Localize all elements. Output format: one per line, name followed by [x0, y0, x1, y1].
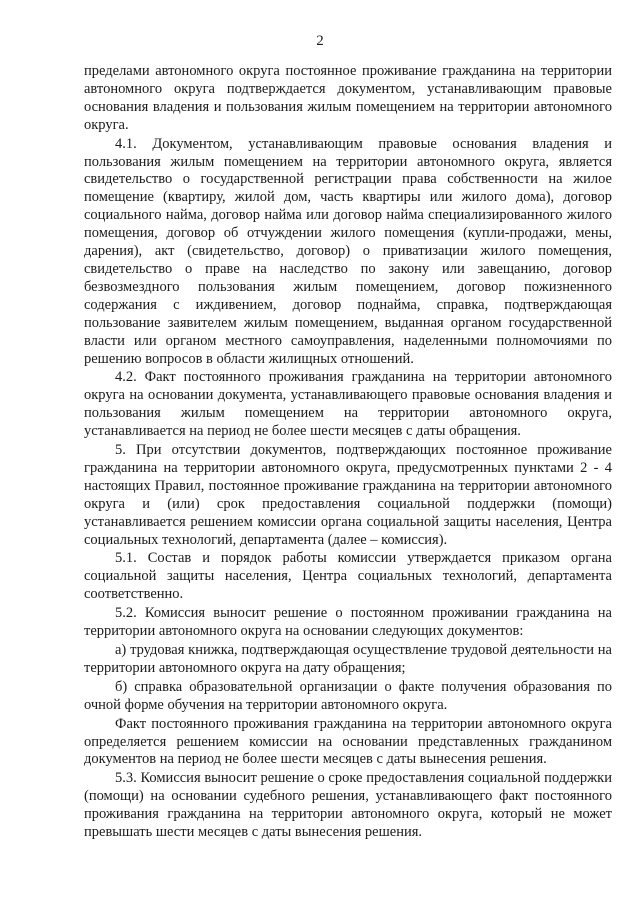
paragraph-4-1: 4.1. Документом, устанавливающим правовые основания владения и пользования жилым помещением на территории автономного округа, является свидетельство о государственной регистрации права собственности на жилое помещение (квартиру, жилой дом, часть квартиры или жилого дома), договор социального найма, договор найма или договор найма специализированного жилого помещения, договор об отчуждении жилого помещения (купли-продажи, мены, дарения), акт (свидетельство, договор) о приватизации жилого помещения, свидетельство о праве на наследство по закону или завещанию, договор безвозмездного пользования жилым помещением, договор пожизненного содержания с иждивением, договор поднайма, справка, подтверждающая пользование заявителем жилым помещением, выданная органом государственной власти или органом местного самоуправления, наделенными полномочиями по решению вопросов в области жилищных отношений. — [84, 135, 612, 367]
page-number: 2 — [316, 33, 324, 49]
paragraph-5-2: 5.2. Комиссия выносит решение о постоянном проживании гражданина на территории автономного округа на основании следующих документов: — [84, 605, 612, 640]
paragraph-5-2-b: б) справка образовательной организации о факте получения образования по очной форме обучения на территории автономного округа. — [84, 678, 612, 713]
paragraph-4-2: 4.2. Факт постоянного проживания гражданина на территории автономного округа на основании документа, устанавливающего правовые основания владения и пользования жилым помещением на территории автономного округа, устанавливается на период не более шести месяцев с даты обращения. — [84, 369, 612, 440]
paragraph-5-3: 5.3. Комиссия выносит решение о сроке предоставления социальной поддержки (помощи) на основании судебного решения, устанавливающего факт постоянного проживания гражданина на территории автономного округа, который не может превышать шести месяцев с даты вынесения решения. — [84, 770, 612, 841]
paragraph-5: 5. При отсутствии документов, подтверждающих постоянное проживание гражданина на территории автономного округа, предусмотренных пунктами 2 - 4 настоящих Правил, постоянное проживание гражданина на территории автономного округа и (или) срок предоставления социальной поддержки (помощи) устанавливается решением комиссии органа социальной защиты населения, Центра социальных технологий, департамента (далее – комиссия). — [84, 442, 612, 548]
paragraph-5-2-fact: Факт постоянного проживания гражданина на территории автономного округа определяется решением комиссии на основании представленных гражданином документов на период не более шести месяцев с даты вынесения решения. — [84, 715, 612, 768]
document-body — [84, 63, 612, 842]
paragraph-residence-intro: пределами автономного округа постоянное проживание гражданина на территории автономного округа подтверждается документом, устанавливающим правовые основания владения и пользования жилым помещением на территории автономного округа. — [84, 63, 612, 133]
paragraph-5-1: 5.1. Состав и порядок работы комиссии утверждается приказом органа социальной защиты населения, Центра социальных технологий, департамента соответственно. — [84, 550, 612, 603]
paragraph-5-2-a: а) трудовая книжка, подтверждающая осуществление трудовой деятельности на территории автономного округа на дату обращения; — [84, 642, 612, 676]
